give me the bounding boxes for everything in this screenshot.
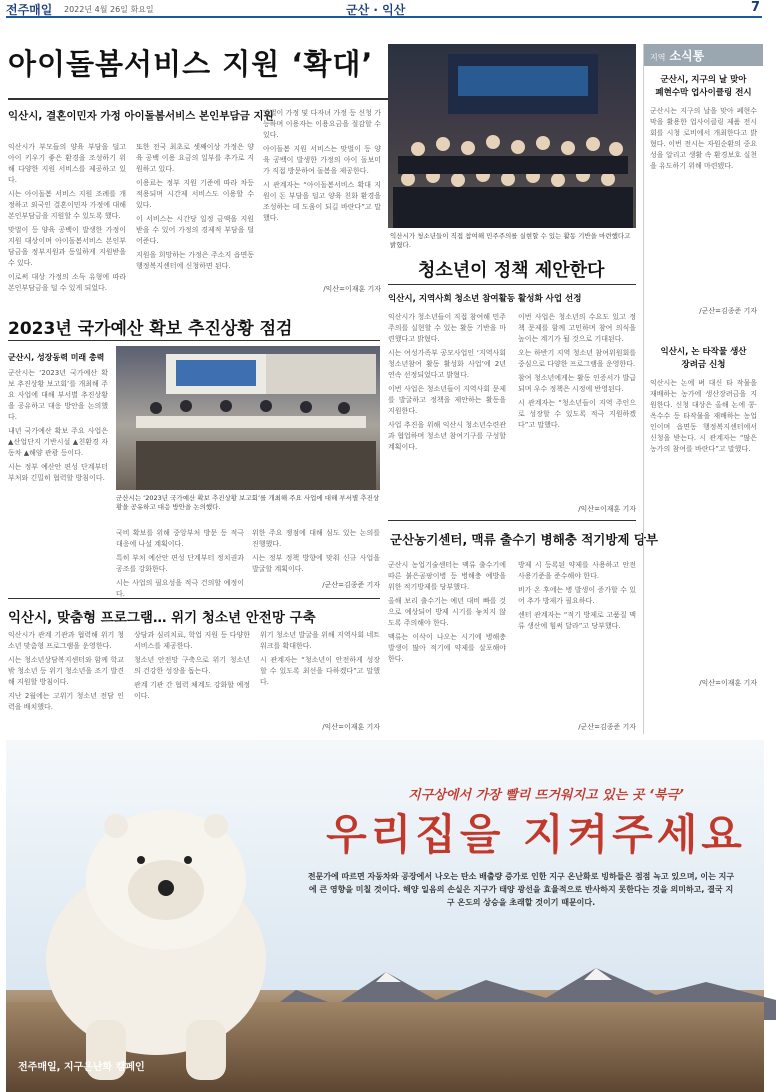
divider — [388, 520, 636, 521]
news-sidebar — [643, 44, 763, 734]
ad-headline: 우리집을 지켜주세요 — [326, 810, 746, 859]
article3-col3: 위한 주요 쟁점에 대해 심도 있는 논의를 진행했다. 시는 정부 정책 방향에 맞춰 신규 사업을 발굴할 계획이다. — [252, 529, 380, 573]
ad-body-text: 전문가에 따르면 자동차와 공장에서 나오는 탄소 배출량 증가로 인한 지구 온난화로 빙하들은 점점 녹고 있으며, 이는 지구에 큰 영향을 미칠 것이다. 해양 일음의 손실은 지구가 태양 광선을 효율적으로 반사하지 못한다는 것을 의미하고, 결국 지구 온도의 상승을 초래할 것이기 때문이다. — [307, 872, 735, 907]
sidebar-header: 지역 소식통 — [644, 44, 763, 66]
article3-byline: /군산=김종준 기자 — [322, 581, 380, 589]
sidebar-item1-title: 군산시, 지구의 날 맞아 폐현수막 업사이클링 전시 — [655, 75, 752, 98]
divider — [8, 340, 380, 341]
article2-col2: 이번 사업은 청소년의 수요도 있고 정책 문제를 함께 고민하며 참여 의식을 높이는 계기가 될 것으로 기대된다. 오는 하반기 지역 청소년 참여위원회를 중심으로 다양한 프로그램을 운영한다. 참여 청소년에게는 활동 인증서가 발급되며 우수 정책은 시정에 반영된다. 시 관계자는 “청소년들이 지역 주인으로 성장할 수 있도록 적극 지원하겠다”고 말했다. — [518, 313, 636, 429]
section-title: 군산 · 익산 — [346, 3, 406, 17]
photo2-caption: 군산시는 ‘2023년 국가예산 확보 추진상황 보고회’를 개최해 주요 사업에 대해 부서별 추진상황을 공유하고 대응 방안을 논의했다. — [116, 494, 380, 511]
article4-byline: /군산=김종준 기자 — [578, 723, 636, 731]
article4-col2: 방제 시 등록된 약제를 사용하고 안전사용기준을 준수해야 한다. 비가 온 후에는 병 발생이 증가할 수 있어 추가 방제가 필요하다. 센터 관계자는 “적기 방제로 고품질 맥류 생산에 힘써 달라”고 당부했다. — [518, 561, 636, 630]
page-header — [6, 0, 762, 18]
article2-byline: /익산=이재훈 기자 — [578, 505, 636, 513]
sidebar-item2-byline: /익산=이재훈 기자 — [699, 679, 757, 687]
article1-col3: 맞벌이 가정 및 다자녀 가정 등 신청 가능하며 이용자는 이용요금을 절감할 수 있다. 아이돌봄 지원 서비스는 맞벌이 등 양육 공백이 발생한 가정의 아이 돌보미가 직접 방문하여 돌봄을 제공한다. 시 관계자는 “아이돌봄서비스 확대 지원이 돈 부담을 덜고 양육 친화 환경을 조성하는 데 도움이 되길 바란다”고 말했다. — [263, 109, 381, 222]
article5-col3: 위기 청소년 발굴을 위해 지역사회 네트워크를 확대한다. 시 관계자는 “청소년이 안전하게 성장할 수 있도록 최선을 다하겠다”고 말했다. — [260, 631, 380, 686]
sidebar-item1-body: 군산시는 지구의 날을 맞아 폐현수막을 활용한 업사이클링 제품 전시회를 시청 로비에서 개최한다고 밝혔다. 이번 전시는 자원순환의 중요성을 알리고 생활 속 환경보호 실천을 유도하기 위해 마련됐다. — [650, 107, 757, 170]
article4-title: 군산농기센터, 맥류 출수기 병해충 적기방제 당부 — [390, 532, 659, 547]
article1-byline: /익산=이재훈 기자 — [323, 285, 381, 293]
article1-col2: 또한 전국 최초로 셋째이상 가정은 양육 공백 이용 요금의 일부를 추가로 지원하고 있다. 이용료는 정부 지원 기준에 따라 차등 적용되며 시간제 서비스도 이용할 수 있다. 이 서비스는 시간당 일정 금액을 지원받을 수 있어 가정의 경제적 부담을 덜어준다. 지원을 희망하는 가정은 주소지 읍면동 행정복지센터에 신청하면 된다. — [136, 143, 254, 270]
article5-title: 익산시, 맞춤형 프로그램… 위기 청소년 안전망 구축 — [8, 610, 316, 626]
article3-subtitle: 군산시, 성장동력 미래 총력 — [8, 353, 105, 362]
article5-col1: 익산시가 관계 기관과 협력해 위기 청소년 맞춤형 프로그램을 운영한다. 시는 청소년상담복지센터와 함께 학교 밖 청소년 등 위기 청소년을 조기 발견해 지원할 방침이다. 지난 2월에는 고위기 청소년 전담 인력을 배치했다. — [8, 631, 124, 711]
polar-bear-image — [16, 760, 286, 1080]
photo1-caption: 익산시가 청소년들이 직접 참여해 민주주의를 실현할 수 있는 활동 기반을 마련했다고 밝혔다. — [390, 232, 631, 249]
article3-col2: 국비 확보를 위해 중앙부처 방문 등 적극 대응에 나설 계획이다. 특히 부처 예산안 편성 단계부터 정치권과 공조를 강화한다. 시는 사업의 필요성을 적극 건의할 예정이다. — [116, 529, 244, 598]
article1-title: 아이돌봄서비스 지원 ‘확대’ — [8, 47, 374, 81]
divider — [8, 598, 380, 599]
article4-col1: 군산시 농업기술센터는 맥류 출수기에 따른 붉은곰팡이병 등 병해충 예방을 위한 적기방제를 당부했다. 올해 보리 출수기는 예년 대비 빠를 것으로 예상되어 방제 시기를 놓치지 않도록 주의해야 한다. 맥류는 이삭이 나오는 시기에 병해충 발생이 많아 적기에 약제를 살포해야 한다. — [388, 561, 506, 663]
ad-credit: 전주매일, 지구온난화 캠페인 — [18, 1062, 145, 1073]
meeting-photo — [116, 346, 380, 490]
article1-col1: 익산시가 부모들의 양육 부담을 덜고 아이 키우기 좋은 환경을 조성하기 위해 다양한 지원 서비스를 제공하고 있다. 시는 아이돌봄 서비스 지원 조례를 개정하고 외국인 결혼이민자 가정에 대해 본인부담금을 지원할 수 있도록 했다. 맞벌이 등 양육 공백이 발생한 가정이 지원 대상이며 아이돌봄서비스 본인부담금을 정부지원과 동일하게 지원받을 수 있다. 이로써 대상 가정의 소득 유형에 따라 본인부담금을 덜 수 있게 되었다. — [8, 143, 126, 292]
article5-byline: /익산=이재훈 기자 — [322, 723, 380, 731]
issue-date: 2022년 4월 26일 화요일 — [64, 5, 154, 14]
article2-col1: 익산시가 청소년들이 직접 참여해 민주주의를 실현할 수 있는 활동 기반을 마련했다고 밝혔다. 시는 여성가족부 공모사업인 ‘지역사회 청소년참여 활동 활성화 사업’에 2년 연속 선정되었다고 밝혔다. 이번 사업은 청소년들이 지역사회 문제를 발굴하고 정책을 제안하는 활동을 지원한다. 사업 추진을 위해 익산시 청소년수련관과 협업하며 청소년 참여기구를 구성할 계획이다. — [388, 313, 506, 451]
sidebar-item2-title: 익산시, 논 타작물 생산 장려금 신청 — [660, 347, 747, 370]
article3-title: 2023년 국가예산 확보 추진상황 점검 — [8, 319, 293, 339]
article2-subtitle: 익산시, 지역사회 청소년 참여활동 활성화 사업 선정 — [388, 294, 582, 304]
sidebar-item1-byline: /군산=김종준 기자 — [699, 307, 757, 315]
sidebar-item2-body: 익산시는 논에 벼 대신 타 작물을 재배하는 농가에 생산장려금을 지원한다. 신청 대상은 올해 논에 콩·옥수수 등 타작물을 재배하는 농업인이며 읍면동 행정복지센터에서 신청을 받는다. 시 관계자는 “많은 농가의 참여를 바란다”고 말했다. — [650, 379, 757, 453]
group-photo — [388, 44, 636, 228]
divider — [388, 284, 636, 285]
article5-col2: 상담과 심리치료, 학업 지원 등 다양한 서비스를 제공한다. 청소년 안전망 구축으로 위기 청소년의 건강한 성장을 돕는다. 관계 기관 간 협력 체계도 강화할 예정이다. — [134, 631, 250, 700]
climate-campaign-ad — [6, 740, 764, 1084]
article3-col1: 군산시는 ‘2023년 국가예산 확보 추진상황 보고회’를 개최해 주요 사업에 대해 부서별 추진상황을 공유하고 대응 방안을 논의했다. 내년 국가예산 확보 주요 사업은 ▲산업단지 기반시설 ▲친환경 자동차 ▲해양 관광 등이다. 시는 정부 예산안 편성 단계부터 부처와 긴밀히 협력할 방침이다. — [8, 369, 108, 482]
article1-subtitle: 익산시, 결혼이민자 가정 아이돌봄서비스 본인부담금 지원 — [8, 110, 274, 122]
page-number: 7 — [750, 0, 760, 15]
ad-tagline: 지구상에서 가장 빨리 뜨거워지고 있는 곳 ‘북극’ — [408, 788, 684, 803]
divider — [8, 98, 408, 100]
newspaper-logo: 전주매일 — [6, 3, 53, 17]
article2-title: 청소년이 정책 제안한다 — [418, 260, 605, 281]
